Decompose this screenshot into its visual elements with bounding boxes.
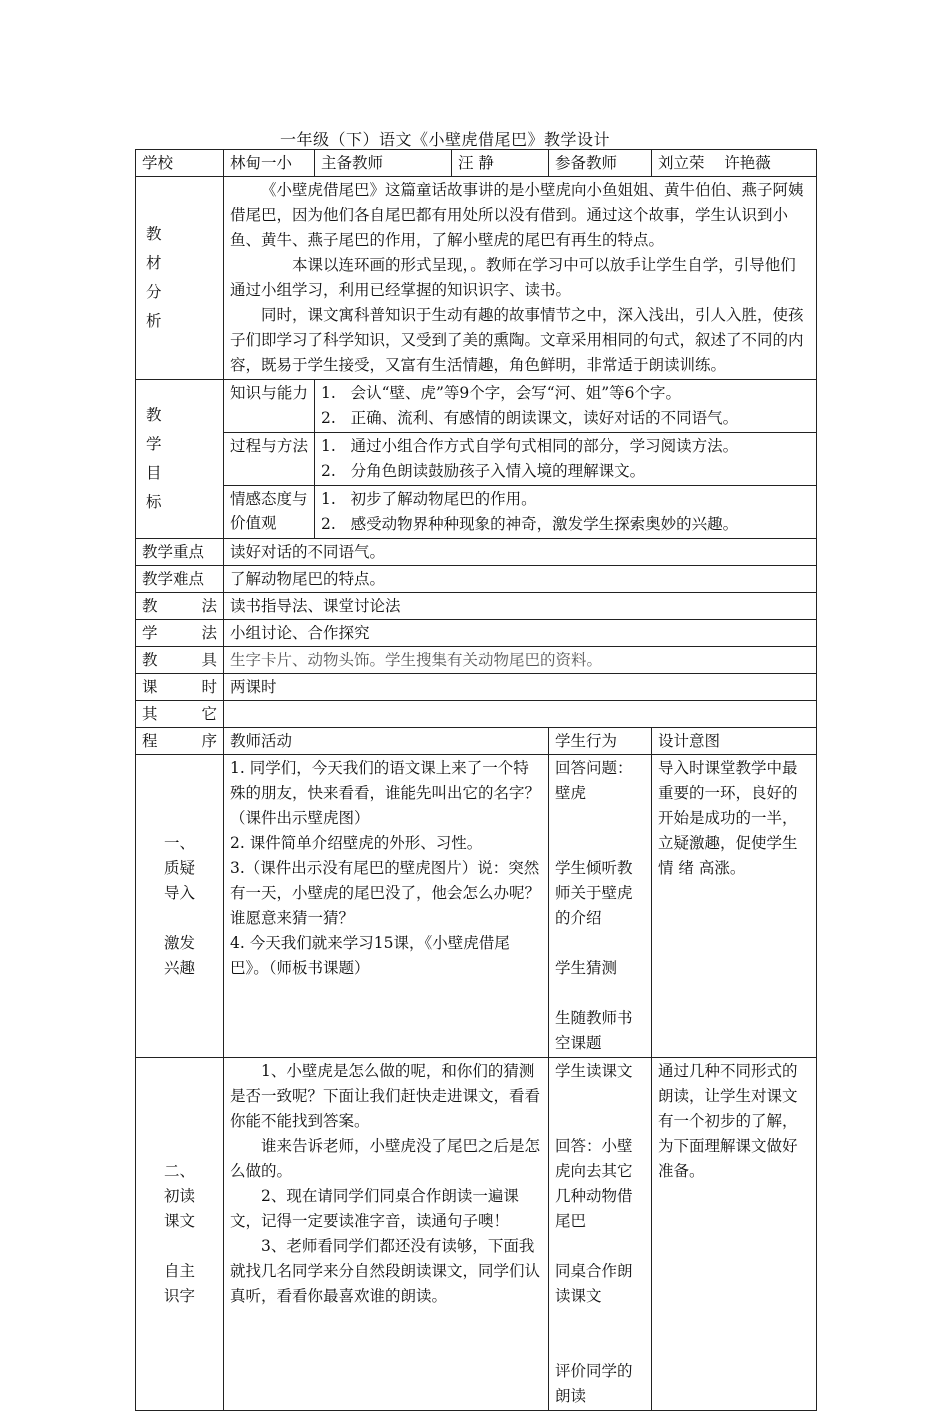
process-col-stage: 程序: [136, 728, 224, 755]
lead-teacher-label: 主备教师: [315, 150, 452, 177]
goal-items: 1. 通过小组合作方式自学句式相同的部分，学习阅读方法。 2. 分角色朗读鼓励孩子入情入境的理解课文。: [315, 433, 817, 486]
student-behavior: 学生读课文 回答：小壁虎向去其它几种动物借尾巴 同桌合作朗读课文 评价同学的朗读: [549, 1058, 652, 1411]
goal-category: 过程与方法: [224, 433, 315, 486]
info-label: 教学重点: [136, 539, 224, 566]
design-intent: 通过几种不同形式的朗读，让学生对课文有一个初步的了解，为下面理解课文做好准备。: [652, 1058, 817, 1411]
info-label: 其它: [136, 701, 224, 728]
lesson-plan-table: [135, 149, 817, 1411]
design-intent: 导入时课堂教学中最重要的一环，良好的开始是成功的一半，立疑激趣，促使学生 情 绪 高涨。: [652, 755, 817, 1058]
goal-category: 情感态度与价值观: [224, 486, 315, 539]
header-row: [136, 150, 817, 177]
teacher-activity: 1. 同学们，今天我们的语文课上来了一个特殊的朋友，快来看看，谁能先叫出它的名字？（课件出示壁虎图） 2. 课件简单介绍壁虎的外形、习性。 3.（课件出示没有尾巴的壁虎图片）说：突然有一天，小壁虎的尾巴没了，他会怎么办呢？谁愿意来猜一猜？ 4. 今天我们就来学习15课，《小壁虎借尾巴》。（师板书课题）: [224, 755, 549, 1058]
info-value: [224, 701, 817, 728]
goals-row: [136, 486, 817, 539]
info-row-other: [136, 701, 817, 728]
material-analysis-label: 教 材 分 析: [136, 177, 224, 380]
stage-row: [136, 755, 817, 1058]
document-title: 一年级（下）语文《小壁虎借尾巴》教学设计: [279, 130, 610, 149]
goal-category: 知识与能力: [224, 380, 315, 433]
material-analysis-text: [224, 177, 817, 380]
lead-teacher-value: 汪 静: [452, 150, 549, 177]
process-header-row: [136, 728, 817, 755]
info-label: 课时: [136, 674, 224, 701]
goal-items: 1. 初步了解动物尾巴的作用。 2. 感受动物界种种现象的神奇，激发学生探索奥妙的兴趣。: [315, 486, 817, 539]
info-row-focus: [136, 539, 817, 566]
material-analysis-row: [136, 177, 817, 380]
material-paragraph: 《小壁虎借尾巴》这篇童话故事讲的是小壁虎向小鱼姐姐、黄牛伯伯、燕子阿姨借尾巴，因为他们各自尾巴都有用处所以没有借到。通过这个故事，学生认识到小鱼、黄牛、燕子尾巴的作用，了解小壁虎的尾巴有再生的特点。: [230, 181, 804, 249]
material-paragraph: 同时，课文寓科普知识于生动有趣的故事情节之中，深入浅出，引人入胜，使孩子们即学习了科学知识，又受到了美的熏陶。文章采用相同的句式，叙述了不同的内容，既易于学生接受，又富有生活情趣，角色鲜明，非常适于朗读训练。: [230, 306, 804, 374]
info-value: 了解动物尾巴的特点。: [224, 566, 817, 593]
co-teacher-value: 刘立荣 许艳薇: [652, 150, 817, 177]
info-row-tools: [136, 647, 817, 674]
info-row-method: [136, 593, 817, 620]
info-row-hours: [136, 674, 817, 701]
info-label: 教法: [136, 593, 224, 620]
stage-label: 一、 质疑 导入 激发 兴趣: [136, 755, 224, 1058]
school-label: 学校: [136, 150, 224, 177]
process-col-teacher: 教师活动: [224, 728, 549, 755]
goal-items: 1. 会认“壁、虎”等9个字，会写“河、姐”等6个字。 2. 正确、流利、有感情的朗读课文，读好对话的不同语气。: [315, 380, 817, 433]
material-paragraph: 本课以连环画的形式呈现，。教师在学习中可以放手让学生自学，引导他们通过小组学习，利用已经掌握的知识识字、读书。: [230, 256, 796, 299]
info-label: 教学难点: [136, 566, 224, 593]
info-row-learning: [136, 620, 817, 647]
stage-row: [136, 1058, 817, 1411]
info-value: 读好对话的不同语气。: [224, 539, 817, 566]
stage-label: 二、 初读 课文 自主 识字: [136, 1058, 224, 1411]
school-value: 林甸一小: [224, 150, 315, 177]
co-teacher-label: 参备教师: [549, 150, 652, 177]
process-col-intent: 设计意图: [652, 728, 817, 755]
goals-row: [136, 380, 817, 433]
info-value: 小组讨论、合作探究: [224, 620, 817, 647]
goals-row: [136, 433, 817, 486]
info-value: 生字卡片、动物头饰。学生搜集有关动物尾巴的资料。: [224, 647, 817, 674]
goals-label: 教 学 目 标: [136, 380, 224, 539]
info-value: 两课时: [224, 674, 817, 701]
info-row-difficulty: [136, 566, 817, 593]
info-label: 学法: [136, 620, 224, 647]
teacher-activity: 1、小壁虎是怎么做的呢，和你们的猜测是否一致呢？下面让我们赶快走进课文，看看你能不能找到答案。 谁来告诉老师，小壁虎没了尾巴之后是怎么做的。 2、现在请同学们同桌合作朗读一遍课文，记得一定要读准字音，读通句子噢！ 3、老师看同学们都还没有读够，下面我就找几名同学来分自然段朗读课文，同学们认真听，看看你最喜欢谁的朗读。: [224, 1058, 549, 1411]
student-behavior: 回答问题：壁虎 学生倾听教师关于壁虎的介绍 学生猜测 生随教师书空课题: [549, 755, 652, 1058]
info-value: 读书指导法、课堂讨论法: [224, 593, 817, 620]
info-label: 教具: [136, 647, 224, 674]
process-col-student: 学生行为: [549, 728, 652, 755]
